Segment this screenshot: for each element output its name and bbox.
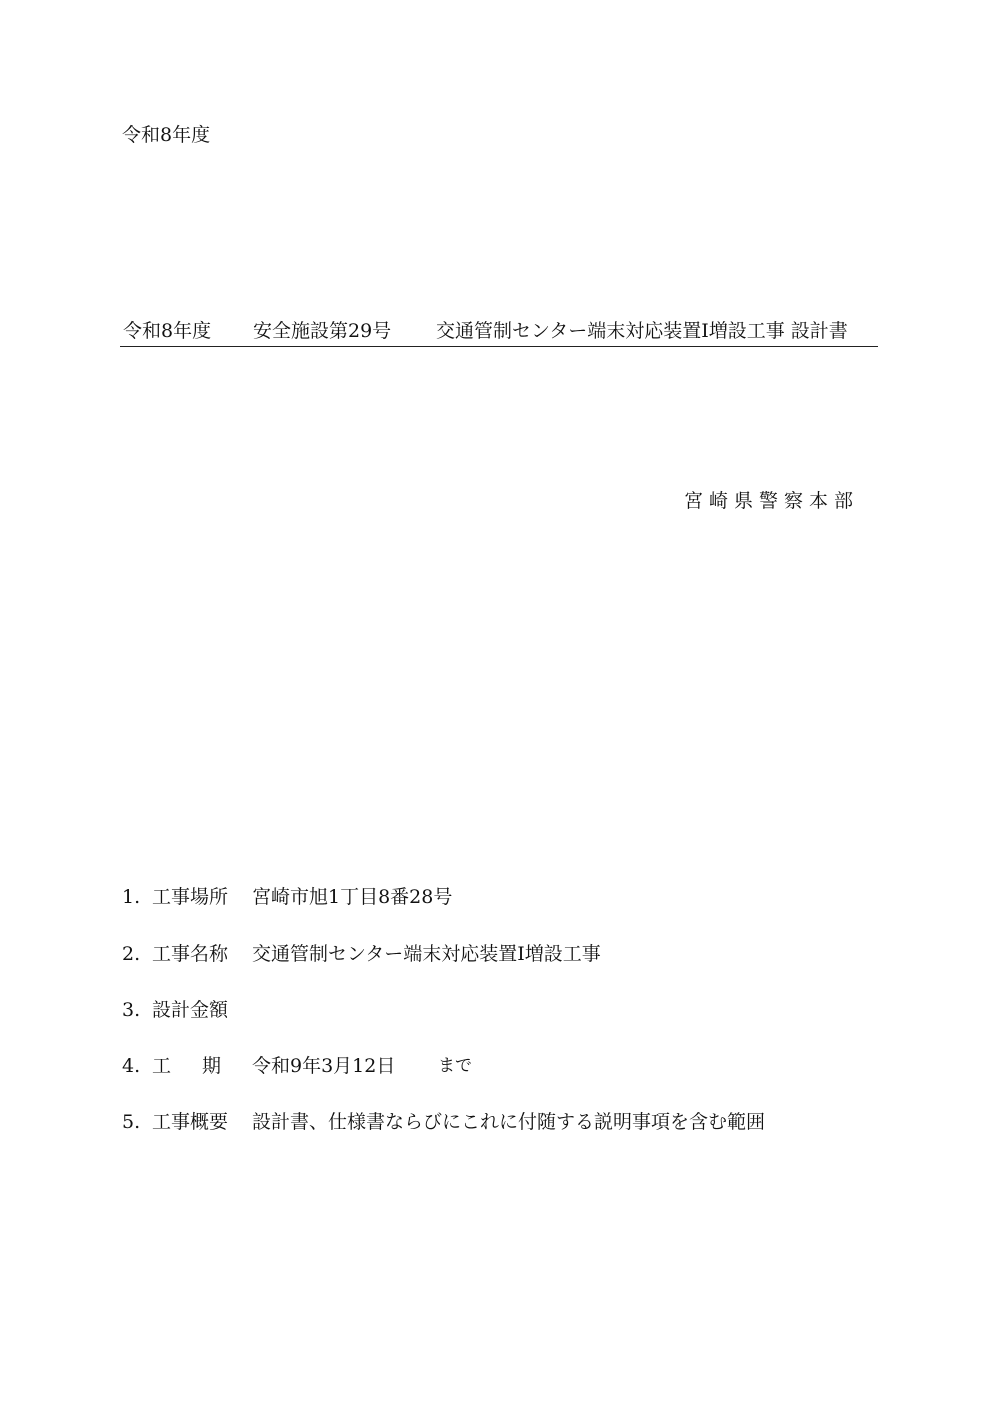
item-number: 1.: [122, 886, 141, 908]
item-number: 4.: [122, 1055, 141, 1077]
item-label: 設計金額: [152, 999, 229, 1021]
item-label: 工事場所: [152, 886, 229, 908]
item-number: 5.: [122, 1111, 141, 1133]
item-label: 工事概要: [152, 1111, 229, 1133]
organization-name: 宮崎県警察本部: [684, 490, 860, 512]
title-number: 安全施設第29号: [253, 320, 392, 342]
item-label-part-1: 工: [152, 1055, 172, 1077]
item-value: 交通管制センター端末対応装置Ⅰ増設工事: [252, 943, 601, 965]
title-year: 令和8年度: [123, 320, 212, 342]
item-value: 設計書、仕様書ならびにこれに付随する説明事項を含む範囲: [252, 1111, 766, 1133]
item-value: 宮崎市旭1丁目8番28号: [252, 886, 453, 908]
fiscal-year-label: 令和8年度: [122, 124, 211, 146]
item-value: 令和9年3月12日: [252, 1055, 396, 1077]
item-number: 2.: [122, 943, 141, 965]
item-label-part-2: 期: [202, 1055, 222, 1077]
document-title: [120, 318, 878, 347]
item-label: 工事名称: [152, 943, 229, 965]
title-name: 交通管制センター端末対応装置Ⅰ増設工事 設計書: [436, 320, 848, 342]
item-number: 3.: [122, 999, 141, 1021]
item-suffix: まで: [438, 1056, 472, 1076]
